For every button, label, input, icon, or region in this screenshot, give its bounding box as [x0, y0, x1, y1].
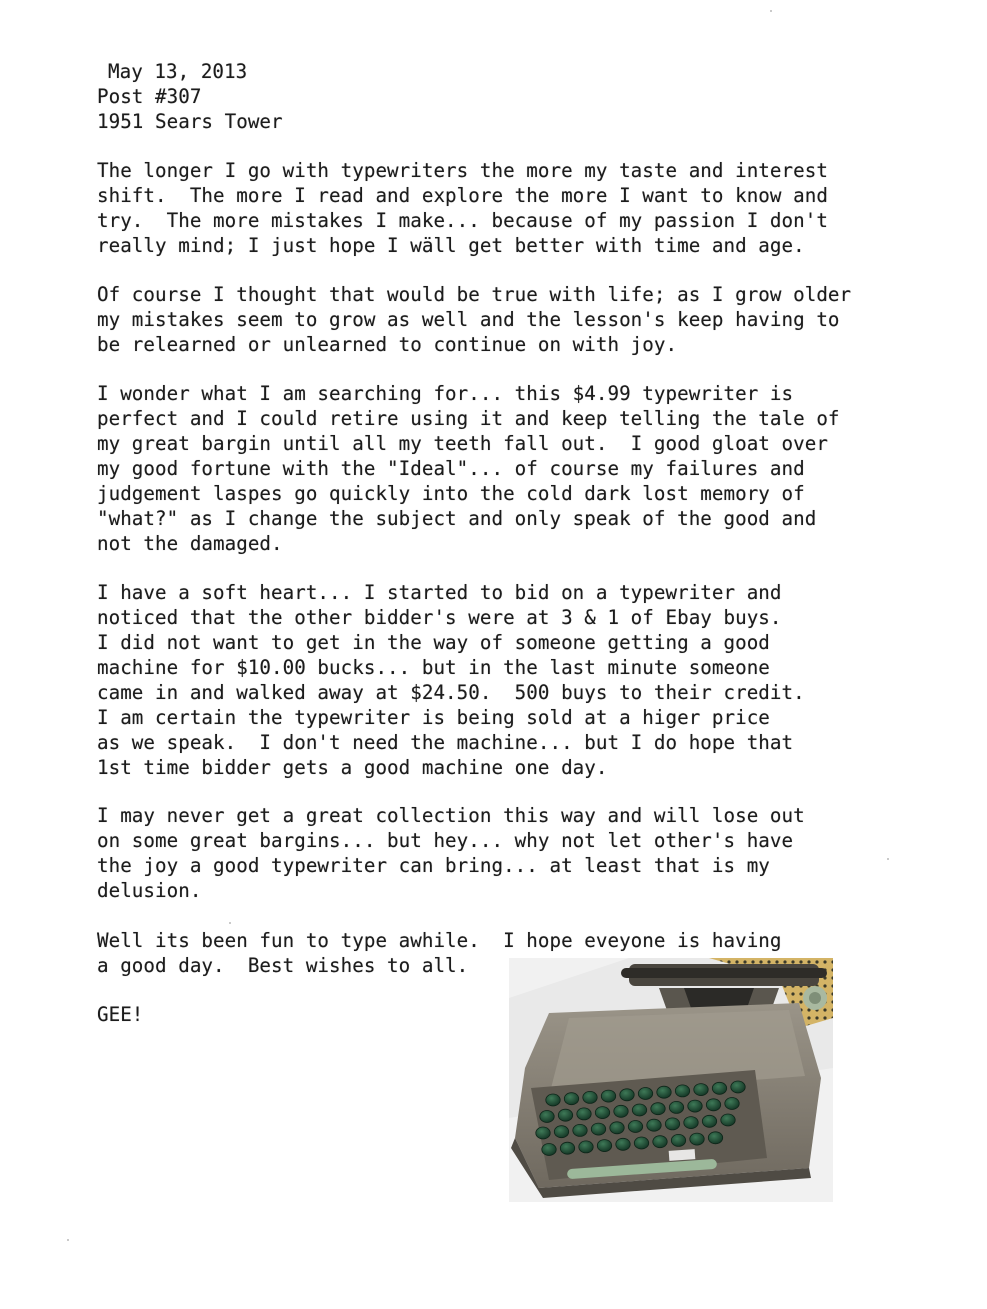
- scan-speck: [887, 858, 889, 860]
- paragraph-3-line-6: "what?" as I change the subject and only speak of the good and: [97, 507, 817, 530]
- paragraph-4-line-2: noticed that the other bidder's were at 3 & 1 of Ebay buys.: [97, 606, 782, 629]
- typewriter-key: [653, 1136, 667, 1148]
- typewriter-key: [546, 1094, 560, 1106]
- paragraph-3-line-2: perfect and I could retire using it and keep telling the tale of: [97, 407, 840, 430]
- paragraph-3-line-3: my great bargin until all my teeth fall out. I good gloat over: [97, 432, 828, 455]
- typewriter-key: [542, 1144, 556, 1156]
- typewriter-key: [684, 1117, 698, 1129]
- paragraph-4-line-4: machine for $10.00 bucks... but in the last minute someone: [97, 656, 770, 679]
- typewriter-key: [536, 1127, 550, 1139]
- paragraph-2-line-1: Of course I thought that would be true with life; as I grow older: [97, 283, 852, 306]
- typewriter-key: [620, 1089, 634, 1101]
- paragraph-2-line-2: my mistakes seem to grow as well and the lesson's keep having to: [97, 308, 840, 331]
- post-number: Post #307: [97, 85, 202, 108]
- typewriter-key: [614, 1105, 628, 1117]
- typewriter-key: [688, 1100, 702, 1112]
- typewriter-key: [634, 1137, 648, 1149]
- typewriter-key: [558, 1109, 572, 1121]
- paragraph-1-line-2: shift. The more I read and explore the more I want to know and: [97, 184, 828, 207]
- paragraph-4-line-7: as we speak. I don't need the machine... but I do hope that: [97, 731, 794, 754]
- typewriter-key: [583, 1091, 597, 1103]
- typewriter-key: [573, 1124, 587, 1136]
- typewriter-key: [669, 1101, 683, 1113]
- typewriter-key: [708, 1132, 722, 1144]
- typewriter-key: [628, 1121, 642, 1133]
- paragraph-6-line-2: a good day. Best wishes to all.: [97, 954, 469, 977]
- typewriter-key: [601, 1090, 615, 1102]
- typewriter-key: [560, 1142, 574, 1154]
- typewriter-key: [721, 1114, 735, 1126]
- typewriter-key: [651, 1103, 665, 1115]
- paragraph-4-line-3: I did not want to get in the way of someone getting a good: [97, 631, 770, 654]
- typewriter-key: [647, 1119, 661, 1131]
- typewriter-key: [591, 1123, 605, 1135]
- signature: GEE!: [97, 1003, 144, 1026]
- paragraph-3-line-1: I wonder what I am searching for... this $4.99 typewriter is: [97, 382, 794, 405]
- typewriter-key: [694, 1084, 708, 1096]
- paragraph-5-line-4: delusion.: [97, 879, 202, 902]
- typewriter-key: [675, 1085, 689, 1097]
- typewriter-key: [638, 1088, 652, 1100]
- typewriter-key: [597, 1140, 611, 1152]
- paragraph-3-line-7: not the damaged.: [97, 532, 283, 555]
- scan-speck: [770, 10, 772, 12]
- typewriter-illustration: [509, 958, 833, 1202]
- typewriter-key: [577, 1108, 591, 1120]
- typewriter-key: [540, 1111, 554, 1123]
- paragraph-2-line-3: be relearned or unlearned to continue on with joy.: [97, 333, 678, 356]
- paragraph-6-line-1: Well its been fun to type awhile. I hope eveyone is having: [97, 929, 782, 952]
- scan-speck: [67, 1239, 69, 1241]
- typewriter-key: [579, 1141, 593, 1153]
- paragraph-1-line-1: The longer I go with typewriters the more my taste and interest: [97, 159, 828, 182]
- typewriter-key: [595, 1107, 609, 1119]
- paragraph-5-line-3: the joy a good typewriter can bring... at least that is my: [97, 854, 770, 877]
- letter-date: May 13, 2013: [108, 60, 248, 83]
- typewriter-key: [706, 1099, 720, 1111]
- paragraph-4-line-6: I am certain the typewriter is being sold at a higer price: [97, 706, 770, 729]
- typewriter-photo: [509, 958, 833, 1202]
- typewriter-key: [665, 1118, 679, 1130]
- paragraph-1-line-3: try. The more mistakes I make... because of my passion I don't: [97, 209, 828, 232]
- paragraph-3-line-5: judgement laspes go quickly into the cold dark lost memory of: [97, 482, 805, 505]
- typewriter-key: [632, 1104, 646, 1116]
- paragraph-4-line-1: I have a soft heart... I started to bid on a typewriter and: [97, 581, 782, 604]
- typewriter-key: [554, 1126, 568, 1138]
- paragraph-5-line-1: I may never get a great collection this way and will lose out: [97, 804, 805, 827]
- typewriter-key: [712, 1082, 726, 1094]
- typewriter-key: [690, 1133, 704, 1145]
- paragraph-3-line-4: my good fortune with the "Ideal"... of course my failures and: [97, 457, 805, 480]
- typewriter-key: [725, 1098, 739, 1110]
- typewriter-key: [610, 1122, 624, 1134]
- typewriter-model: 1951 Sears Tower: [97, 110, 283, 133]
- typewriter-key: [671, 1134, 685, 1146]
- scan-speck: [229, 922, 231, 924]
- typewriter-key: [702, 1115, 716, 1127]
- typewriter-key: [564, 1093, 578, 1105]
- paragraph-1-line-4: really mind; I just hope I wäll get better with time and age.: [97, 234, 805, 257]
- typewriter-key: [657, 1086, 671, 1098]
- paragraph-4-line-8: 1st time bidder gets a good machine one day.: [97, 756, 608, 779]
- paragraph-4-line-5: came in and walked away at $24.50. 500 buys to their credit.: [97, 681, 805, 704]
- paragraph-5-line-2: on some great bargins... but hey... why not let other's have: [97, 829, 794, 852]
- typewriter-key: [731, 1081, 745, 1093]
- typewriter-key: [616, 1138, 630, 1150]
